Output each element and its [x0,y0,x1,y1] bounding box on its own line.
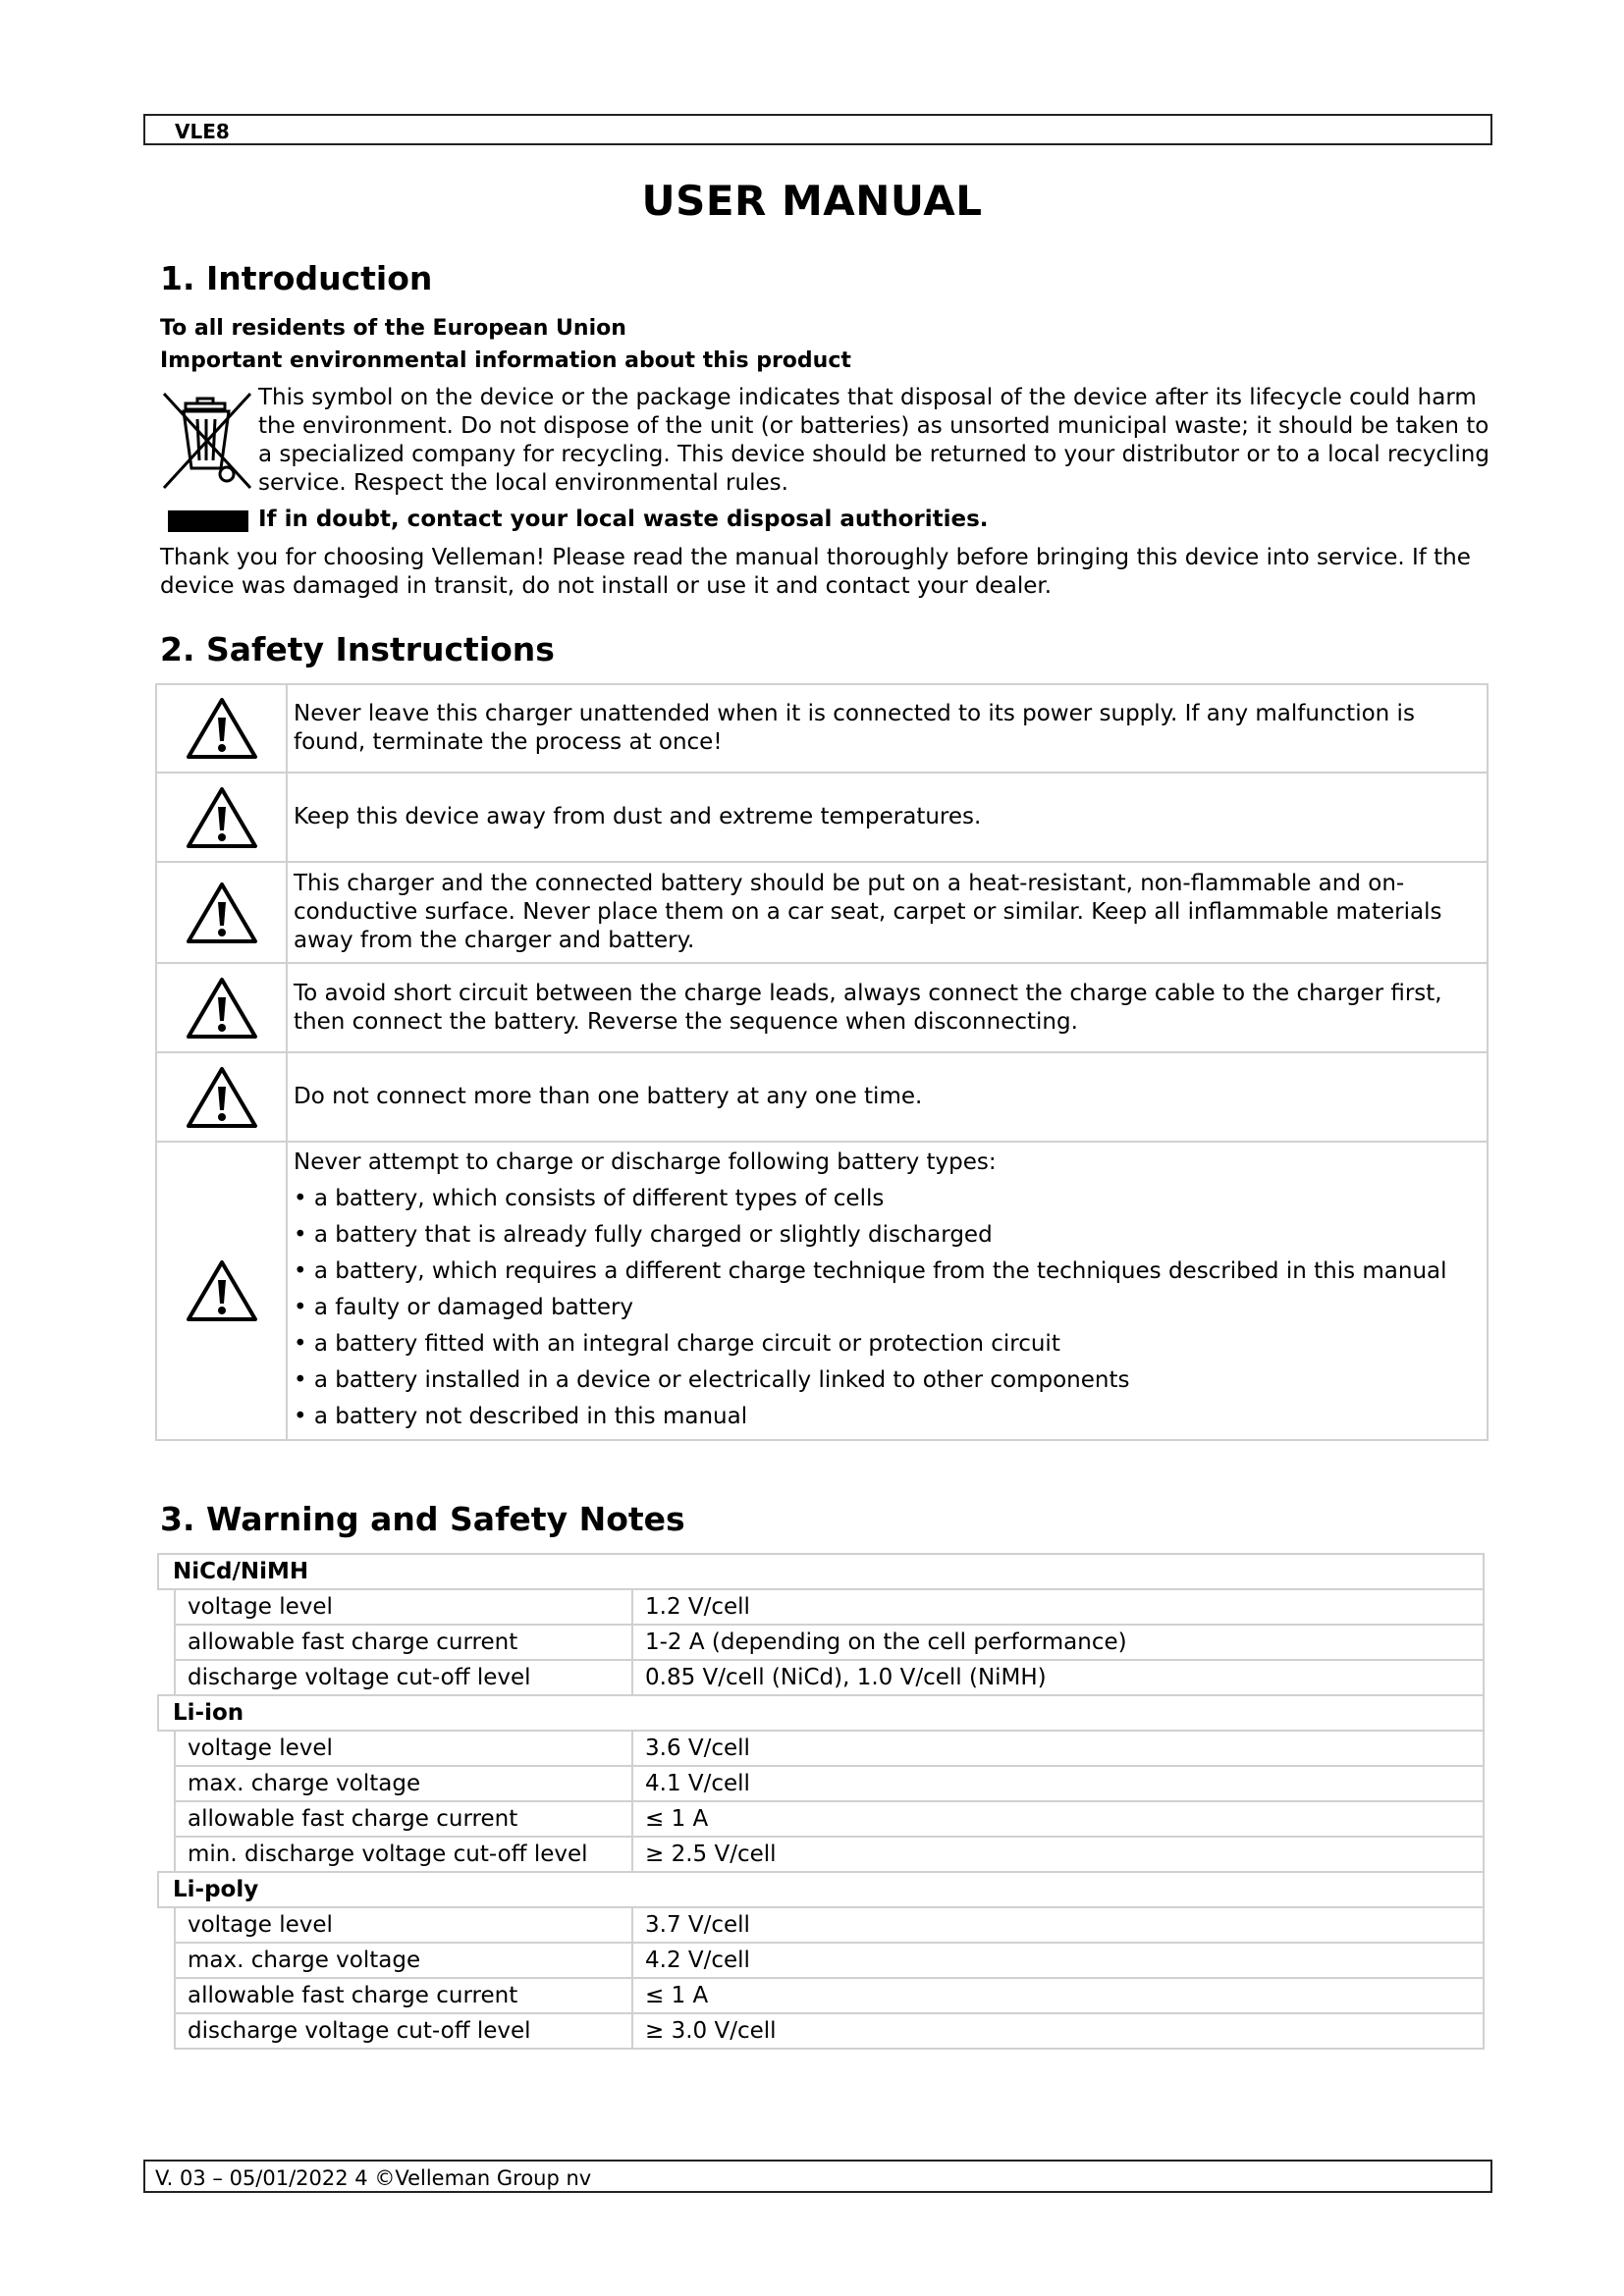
property-value: ≤ 1 A [632,1801,1484,1837]
notes-table [157,1553,1485,2050]
property-label: voltage level [175,1907,632,1943]
battery-types-intro: Never attempt to charge or discharge following battery types: [294,1149,997,1175]
weee-bin-icon [160,390,254,492]
property-label: allowable fast charge current [175,1801,632,1837]
intro-heading: 1. Introduction [160,259,433,297]
property-label: max. charge voltage [175,1943,632,1978]
group-label: Li-ion [158,1695,1484,1731]
table-row [158,1907,1484,1943]
property-label: max. charge voltage [175,1766,632,1801]
property-value: ≥ 2.5 V/cell [632,1837,1484,1872]
safety-text: Never leave this charger unattended when it is connected to its power supply. If any malfunction is found, terminate the process at once! [287,684,1488,773]
group-row [158,1554,1484,1589]
notes-heading: 3. Warning and Safety Notes [160,1500,685,1538]
warning-icon [186,1258,258,1323]
table-row [158,1625,1484,1660]
property-value: 0.85 V/cell (NiCd), 1.0 V/cell (NiMH) [632,1660,1484,1695]
table-row [158,1837,1484,1872]
group-label: Li-poly [158,1872,1484,1907]
safety-table [155,683,1489,1441]
list-item: • a faulty or damaged battery [294,1294,1481,1322]
group-row [158,1695,1484,1731]
safety-row [156,963,1488,1052]
property-value: ≤ 1 A [632,1978,1484,2013]
list-item: • a battery not described in this manual [294,1403,1481,1431]
group-row [158,1872,1484,1907]
property-value: 3.7 V/cell [632,1907,1484,1943]
safety-row [156,1142,1488,1440]
table-row [158,1801,1484,1837]
property-label: allowable fast charge current [175,1625,632,1660]
table-row [158,1660,1484,1695]
property-value: 4.2 V/cell [632,1943,1484,1978]
property-value: ≥ 3.0 V/cell [632,2013,1484,2049]
list-item: • a battery installed in a device or electrically linked to other components [294,1366,1481,1395]
eu-residents-line: To all residents of the European Union [160,316,626,341]
property-label: discharge voltage cut-off level [175,2013,632,2049]
doubt-line: If in doubt, contact your local waste disposal authorities. [258,507,989,532]
safety-row [156,773,1488,862]
warning-icon [186,785,258,850]
group-label: NiCd/NiMH [158,1554,1484,1589]
safety-text: This charger and the connected battery should be put on a heat-resistant, non-flammable and on-conductive surface. Never place them on a car seat, carpet or similar. Keep all inflammable materials away from the charger and battery. [287,862,1488,963]
safety-text: To avoid short circuit between the charge leads, always connect the charge cable to the charger first, then connect the battery. Reverse the sequence when disconnecting. [287,963,1488,1052]
battery-type-list [294,1185,1481,1431]
property-label: allowable fast charge current [175,1978,632,2013]
table-row [158,1766,1484,1801]
safety-heading: 2. Safety Instructions [160,630,555,668]
property-label: voltage level [175,1589,632,1625]
list-item: • a battery, which consists of different types of cells [294,1185,1481,1213]
table-row [158,1731,1484,1766]
header-box [143,114,1492,145]
property-value: 4.1 V/cell [632,1766,1484,1801]
model-name: VLE8 [175,120,230,143]
thanks-paragraph: Thank you for choosing Velleman! Please read the manual thoroughly before bringing this device into service. If the device was damaged in transit, do not install or use it and contact your dealer. [160,545,1471,599]
property-label: voltage level [175,1731,632,1766]
footer-text: V. 03 – 05/01/2022 4 ©Velleman Group nv [155,2166,592,2190]
table-row [158,1978,1484,2013]
warning-icon [186,1065,258,1130]
property-value: 3.6 V/cell [632,1731,1484,1766]
safety-text: Keep this device away from dust and extreme temperatures. [287,773,1488,862]
warning-icon [186,976,258,1041]
warning-icon [186,696,258,761]
list-item: • a battery, which requires a different charge technique from the techniques described in this manual [294,1257,1481,1286]
page-title: USER MANUAL [641,177,983,225]
weee-text: This symbol on the device or the package indicates that disposal of the device after its lifecycle could harm the environment. Do not dispose of the unit (or batteries) as unsorted municipal waste; it should be taken to a specialized company for recycling. This device should be returned to your distributor or to a local recycling service. Respect the local environmental rules. [258,385,1489,496]
environment-info-line: Important environmental information about this product [160,348,851,373]
safety-text: Do not connect more than one battery at any one time. [287,1052,1488,1142]
table-row [158,1589,1484,1625]
property-label: min. discharge voltage cut-off level [175,1837,632,1872]
table-row [158,1943,1484,1978]
warning-icon [186,881,258,945]
list-item: • a battery fitted with an integral charge circuit or protection circuit [294,1330,1481,1359]
safety-row [156,1052,1488,1142]
property-label: discharge voltage cut-off level [175,1660,632,1695]
list-item: • a battery that is already fully charged or slightly discharged [294,1221,1481,1250]
property-value: 1.2 V/cell [632,1589,1484,1625]
table-row [158,2013,1484,2049]
property-value: 1-2 A (depending on the cell performance) [632,1625,1484,1660]
footer-box [143,2160,1492,2193]
safety-row [156,862,1488,963]
black-bar [168,510,248,532]
safety-row [156,684,1488,773]
